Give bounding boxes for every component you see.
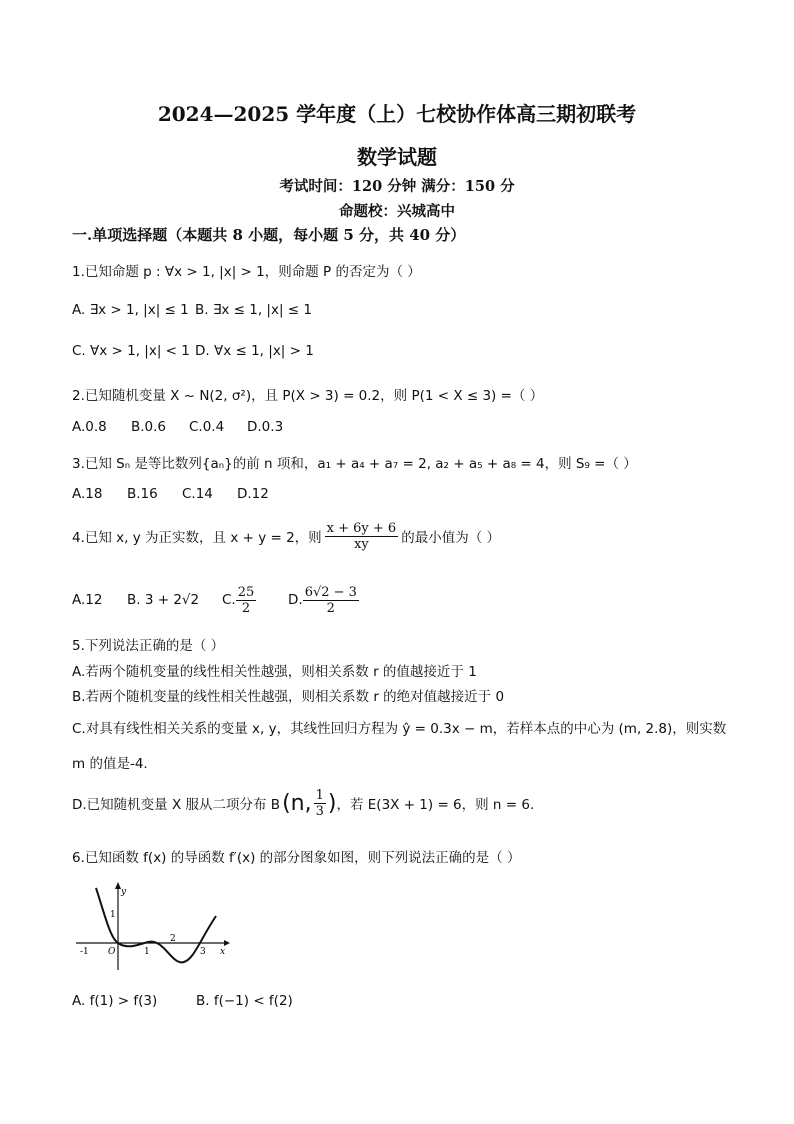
question-4-option-d — [288, 578, 359, 622]
question-5-option-d-paren-close: ) — [327, 790, 337, 816]
question-4-option-c-fraction — [236, 585, 257, 616]
question-3-option-c: C.14 — [182, 486, 213, 502]
question-4-fraction — [325, 521, 399, 552]
question-4-option-c — [222, 578, 256, 622]
question-6-option-b: B. f(−1) < f(2) — [196, 993, 293, 1009]
question-4-fraction-numerator: x + 6y + 6 — [326, 520, 397, 536]
question-5-option-d — [72, 782, 534, 824]
question-4-stem — [72, 516, 500, 556]
subject-title: 数学试题 — [357, 145, 437, 169]
section-heading: 一.单项选择题（本题共 8 小题，每小题 5 分，共 40 分） — [72, 226, 466, 244]
exam-info: 考试时间：120 分钟 满分：150 分 — [279, 178, 515, 195]
graph-label-one: 1 — [144, 947, 150, 957]
question-2-stem: 2.已知随机变量 X ~ N(2, σ²)，且 P(X > 3) = 0.2，则 P(1 < X ≤ 3) =（ ） — [72, 388, 544, 404]
question-5-stem: 5.下列说法正确的是（ ） — [72, 638, 225, 654]
graph-label-y: y — [121, 887, 127, 897]
graph-label-y-one: 1 — [110, 910, 116, 920]
question-5-option-d-fraction — [314, 788, 326, 819]
exam-title: 2024—2025 学年度（上）七校协作体高三期初联考 — [157, 102, 637, 126]
graph-label-origin: O — [108, 947, 116, 957]
question-4-option-c-label: C. — [222, 592, 236, 608]
derivative-graph — [72, 880, 232, 972]
question-4-option-c-denominator: 2 — [241, 600, 251, 616]
question-4-option-d-fraction — [303, 585, 359, 616]
question-4-stem-pre: 4.已知 x, y 为正实数，且 x + y = 2，则 — [72, 530, 322, 546]
question-5-option-c-line2: m 的值是-4. — [72, 756, 148, 772]
graph-label-three: 3 — [200, 947, 206, 957]
question-4-option-d-label: D. — [288, 592, 303, 608]
question-1-option-b: B. ∃x ≤ 1, |x| ≤ 1 — [195, 302, 312, 318]
question-2-option-a: A.0.8 — [72, 419, 107, 435]
question-5-option-d-post: ，若 E(3X + 1) = 6，则 n = 6. — [336, 797, 535, 813]
question-3-stem: 3.已知 Sₙ 是等比数列{aₙ}的前 n 项和，a₁ + a₄ + a₇ = 2, a₂ + a₅ + a₈ = 4，则 S₉ =（ ） — [72, 456, 637, 472]
question-3-option-d: D.12 — [237, 486, 269, 502]
question-5-option-d-paren-open: (n, — [282, 790, 312, 816]
question-4-option-d-numerator: 6√2 − 3 — [304, 584, 357, 600]
question-5-option-b: B.若两个随机变量的线性相关性越强，则相关系数 r 的绝对值越接近于 0 — [72, 689, 505, 705]
question-1-option-d: D. ∀x ≤ 1, |x| > 1 — [195, 343, 314, 359]
question-5-option-a: A.若两个随机变量的线性相关性越强，则相关系数 r 的值越接近于 1 — [72, 664, 477, 680]
question-4-fraction-denominator: xy — [354, 536, 369, 552]
x-axis-arrow — [224, 940, 230, 946]
question-6-option-a: A. f(1) > f(3) — [72, 993, 158, 1009]
graph-label-neg1: -1 — [80, 947, 89, 957]
graph-label-x: x — [220, 947, 226, 957]
question-5-option-c-line1: C.对具有线性相关关系的变量 x, y，其线性回归方程为 ŷ = 0.3x − m，若样本点的中心为 (m, 2.8)，则实数 — [72, 721, 727, 737]
question-1-stem: 1.已知命题 p : ∀x > 1, |x| > 1，则命题 P 的否定为（ ） — [72, 264, 421, 280]
question-2-option-b: B.0.6 — [131, 419, 167, 435]
question-5-option-d-denominator: 3 — [315, 803, 324, 819]
question-2-option-c: C.0.4 — [189, 419, 225, 435]
question-2-option-d: D.0.3 — [247, 419, 284, 435]
question-3-option-b: B.16 — [127, 486, 158, 502]
graph-label-two: 2 — [170, 934, 176, 944]
question-5-option-d-pre: D.已知随机变量 X 服从二项分布 B — [72, 797, 281, 813]
question-5-option-d-numerator: 1 — [315, 787, 324, 803]
question-3-option-a: A.18 — [72, 486, 103, 502]
exam-school: 命题校：兴城高中 — [339, 203, 455, 220]
question-6-stem: 6.已知函数 f(x) 的导函数 f′(x) 的部分图象如图，则下列说法正确的是（ ） — [72, 850, 521, 866]
question-4-option-b: B. 3 + 2√2 — [127, 592, 200, 608]
question-4-option-a: A.12 — [72, 592, 103, 608]
question-1-option-c: C. ∀x > 1, |x| < 1 — [72, 343, 190, 359]
question-4-option-c-numerator: 25 — [237, 584, 255, 600]
question-1-option-a: A. ∃x > 1, |x| ≤ 1 — [72, 302, 189, 318]
question-4-option-d-denominator: 2 — [326, 600, 335, 616]
question-4-stem-post: 的最小值为（ ） — [401, 530, 501, 546]
